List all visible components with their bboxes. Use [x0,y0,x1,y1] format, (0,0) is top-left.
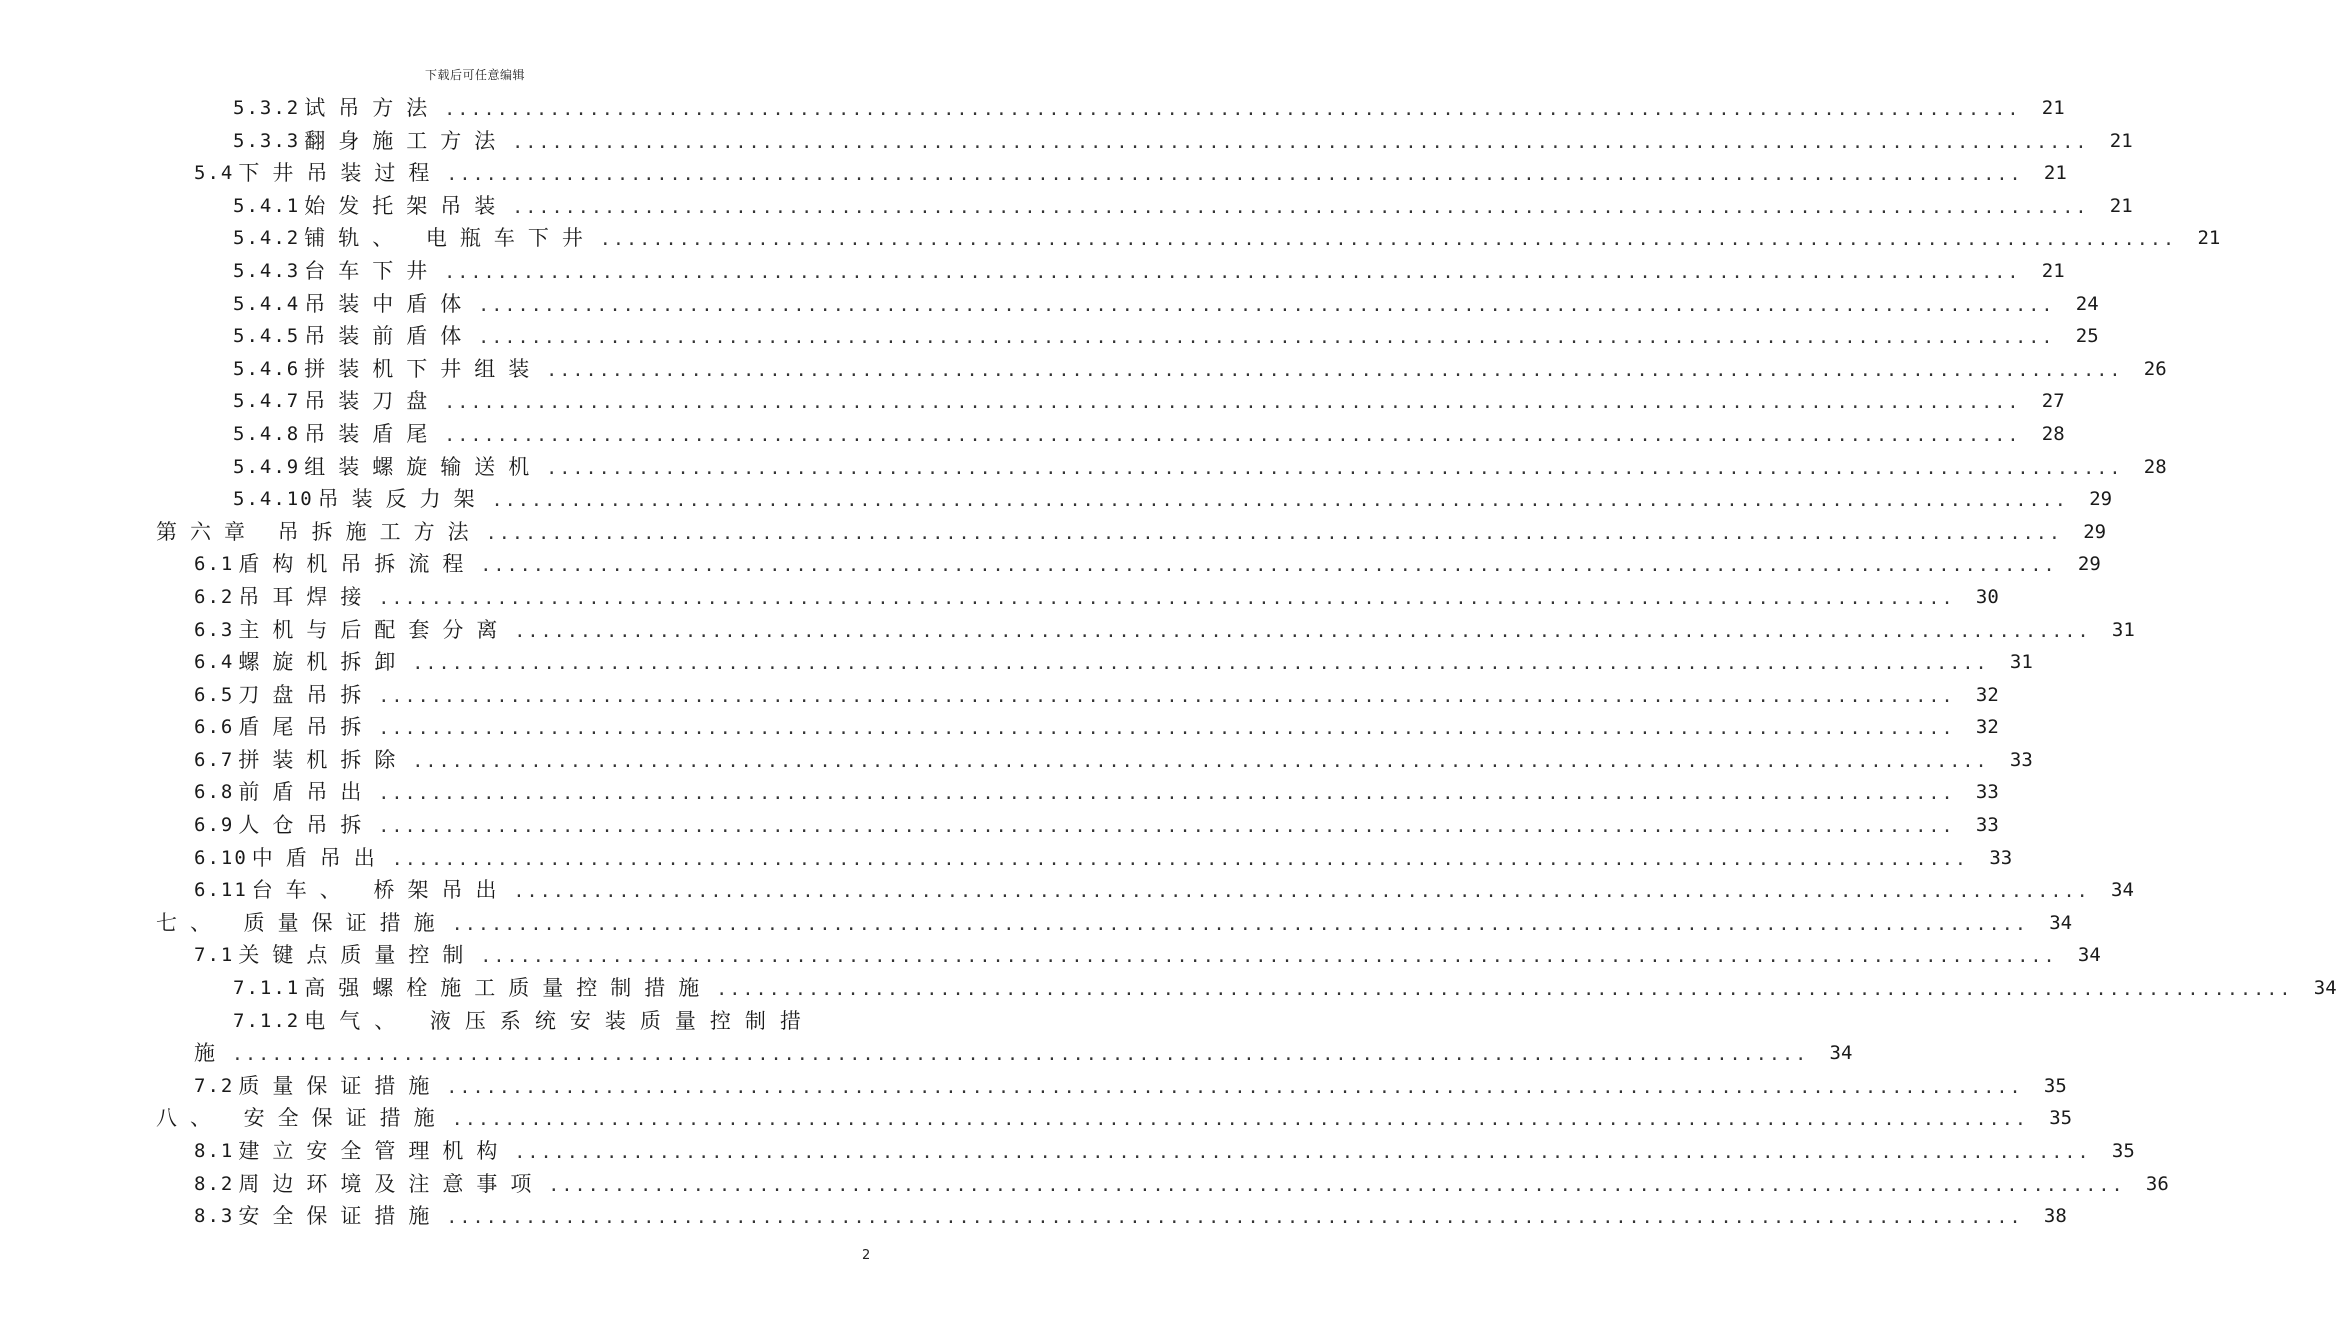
toc-entry-title: 周边环境及注意事项 [238,1171,545,1196]
dot-leader: ........................................................................................................................ [378,587,1955,609]
toc-entry-number: 6.8 [194,781,235,804]
toc-entry-page: 35 [2111,1140,2135,1162]
toc-entry-title: 吊装中盾体 [304,291,475,316]
toc-entry[interactable] [0,1135,2135,1168]
dot-leader: ........................................................................................................................ [548,1174,2125,1196]
toc-entry-number: 6.9 [194,814,235,837]
toc-entry[interactable] [0,418,2065,451]
toc-entry-number: 5.4.6 [233,357,301,380]
toc-entry-page: 36 [2145,1172,2169,1195]
dot-leader: ........................................................................................................................ [546,359,2123,381]
toc-entry[interactable] [0,483,2113,516]
toc-entry-number: 5.4.7 [233,390,301,413]
toc-entry-page: 29 [2083,520,2107,543]
dot-leader: ........................................................................................................................ [232,1044,1809,1066]
toc-entry-number: 6.11 [194,879,248,902]
toc-entry[interactable] [0,646,2033,679]
toc-entry-title: 关键点质量控制 [238,943,477,968]
toc-entry[interactable] [0,744,2033,777]
toc-entry-number: 5.4.3 [233,259,301,282]
toc-entry[interactable] [0,972,2337,1005]
toc-entry-number: 6.5 [194,683,235,706]
toc-entry-page: 33 [1989,846,2013,869]
toc-entry[interactable] [0,874,2134,907]
toc-entry-title: 台车、 桥架吊出 [251,878,510,903]
toc-entry[interactable] [0,842,2013,875]
dot-leader: ........................................................................................................................ [446,1207,2023,1229]
toc-entry-number: 7.1 [194,944,235,967]
toc-entry-title: 盾尾吊拆 [238,715,375,740]
toc-entry-page: 38 [2043,1205,2067,1228]
toc-entry-number: 5.4.4 [233,292,301,315]
toc-entry-title: 吊装刀盘 [304,389,441,414]
toc-entry-title: 第六章 吊拆施工方法 [156,519,482,544]
toc-entry-number: 7.1.2 [233,1009,301,1032]
toc-entry[interactable] [0,1005,950,1038]
toc-entry-page: 21 [2043,162,2067,185]
toc-entry-number: 6.10 [194,846,248,869]
toc-entry[interactable] [0,548,2101,581]
dot-leader: ........................................................................................................................ [446,1076,2023,1098]
dot-leader: ........................................................................................................................ [412,653,1989,675]
toc-entry-title: 翻身施工方法 [304,128,509,153]
dot-leader: ........................................................................................................................ [378,816,1955,838]
toc-entry[interactable] [0,939,2101,972]
toc-entry-page: 21 [2041,97,2065,119]
toc-entry-number: 8.1 [194,1140,235,1162]
dot-leader: ........................................................................................................................ [512,196,2089,218]
dot-leader: ........................................................................................................................ [412,750,1989,772]
toc-entry[interactable] [0,92,2065,125]
toc-entry-page: 21 [2109,129,2133,152]
dot-leader: ........................................................................................................................ [599,229,2177,251]
toc-entry-title: 高强螺栓施工质量控制措施 [304,976,713,1001]
toc-entry[interactable] [0,1200,2067,1233]
toc-entry[interactable] [0,907,2073,940]
toc-entry[interactable] [0,451,2167,484]
toc-entry-number: 6.2 [194,585,235,608]
toc-entry[interactable] [0,320,2099,353]
toc-entry-title: 中盾吊出 [251,845,388,870]
toc-entry-page: 33 [1975,814,1999,837]
dot-leader: ........................................................................................................................ [491,490,2069,512]
toc-entry-page: 33 [2009,748,2033,771]
toc-entry-page: 28 [2041,422,2065,445]
toc-entry-number: 5.4.2 [233,227,301,250]
dot-leader: ........................................................................................................................ [444,424,2021,446]
toc-entry[interactable] [0,255,2065,288]
toc-entry-page: 31 [2009,651,2033,674]
dot-leader: ........................................................................................................................ [716,979,2293,1001]
toc-entry-title: 刀盘吊拆 [238,682,375,707]
toc-entry-page: 24 [2075,292,2099,315]
toc-entry[interactable] [0,679,1999,712]
toc-entry-page: 32 [1975,683,1999,706]
toc-entry-number: 7.2 [194,1074,235,1097]
toc-entry-title: 吊装反力架 [317,487,488,512]
toc-entry-page: 26 [2143,357,2167,380]
toc-entry-page: 34 [2313,977,2337,1000]
toc-entry-page: 34 [2049,911,2073,934]
toc-entry-title: 始发托架吊装 [304,193,509,218]
toc-entry-title: 施 [194,1041,228,1066]
toc-entry[interactable] [0,1037,1853,1070]
dot-leader: ........................................................................................................................ [512,131,2089,153]
toc-entry-title: 台车下井 [304,258,441,283]
dot-leader: ........................................................................................................................ [478,327,2055,349]
toc-entry-title: 人仓吊拆 [238,813,375,838]
toc-entry-page: 25 [2075,325,2099,348]
toc-entry-number: 6.1 [194,553,235,576]
toc-entry-title: 建立安全管理机构 [238,1139,511,1163]
toc-entry-title: 质量保证措施 [238,1073,443,1098]
dot-leader: ........................................................................................................................ [514,620,2091,642]
toc-entry-title: 吊装前盾体 [304,324,475,349]
dot-leader: ........................................................................................................................ [378,685,1955,707]
toc-entry[interactable] [0,581,1999,614]
toc-entry-number: 5.4.1 [233,194,301,217]
toc-entry[interactable] [0,516,2107,549]
dot-leader: ........................................................................................................................ [444,261,2021,283]
toc-entry-title: 电气、 液压系统安装质量控制措 [304,1008,815,1033]
toc-entry-page: 34 [2111,879,2134,902]
toc-entry-page: 29 [2077,553,2101,576]
toc-entry-page: 21 [2041,259,2065,282]
toc-entry-number: 5.4 [194,162,235,185]
dot-leader: ........................................................................................................................ [391,848,1969,870]
toc-entry-title: 组装螺旋输送机 [304,454,543,479]
dot-leader: ........................................................................................................................ [451,1109,2029,1131]
dot-leader: ........................................................................................................................ [378,783,1955,805]
toc-entry-page: 28 [2143,455,2167,478]
table-of-contents [0,92,2337,1233]
toc-entry-page: 30 [1975,585,1999,608]
toc-entry-number: 6.7 [194,748,235,771]
toc-entry-page: 21 [2109,194,2133,217]
page-header: 下载后可任意编辑 [424,68,525,82]
toc-entry[interactable] [0,711,1999,744]
dot-leader: ........................................................................................................................ [446,164,2023,186]
dot-leader: ........................................................................................................................ [478,294,2055,316]
toc-entry-number: 5.4.8 [233,422,301,445]
dot-leader: ........................................................................................................................ [444,392,2021,414]
toc-entry-title: 盾构机吊拆流程 [238,552,477,577]
toc-entry-number: 8.2 [194,1172,235,1195]
toc-entry[interactable] [0,1168,2169,1201]
dot-leader: ........................................................................................................................ [513,881,2090,903]
toc-entry-number: 6.3 [194,618,235,641]
toc-entry-title: 主机与后配套分离 [238,617,511,642]
toc-entry-page: 34 [1829,1042,1853,1065]
toc-entry-page: 34 [2077,944,2101,967]
toc-entry[interactable] [0,190,2133,223]
toc-entry-number: 5.4.5 [233,325,301,348]
toc-entry-title: 拼装机下井组装 [304,356,543,381]
toc-entry-page: 27 [2041,390,2065,413]
dot-leader: ........................................................................................................................ [546,457,2123,479]
toc-entry-title: 前盾吊出 [238,780,375,805]
toc-entry-title: 安全保证措施 [238,1204,443,1229]
dot-leader: ........................................................................................................................ [480,946,2057,968]
toc-entry-title: 拼装机拆除 [238,747,409,772]
toc-entry-title: 试吊方法 [304,96,441,120]
toc-entry-number: 8.3 [194,1205,235,1228]
toc-entry[interactable] [0,222,2221,255]
toc-entry-title: 下井吊装过程 [238,161,443,186]
toc-entry-number: 5.3.3 [233,129,301,152]
toc-entry-title: 吊装盾尾 [304,421,441,446]
toc-entry-number: 5.3.2 [233,97,301,119]
toc-entry-title: 七、 质量保证措施 [156,910,448,935]
toc-entry-page: 21 [2197,227,2221,250]
toc-entry[interactable] [0,157,2067,190]
dot-leader: ........................................................................................................................ [451,913,2029,935]
toc-entry-page: 35 [2049,1107,2073,1130]
toc-entry-page: 33 [1975,781,1999,804]
dot-leader: ........................................................................................................................ [485,522,2063,544]
toc-entry[interactable] [0,1070,2067,1103]
toc-entry[interactable] [0,776,1999,809]
toc-entry-title: 铺轨、 电瓶车下井 [304,226,596,251]
dot-leader: ........................................................................................................................ [378,718,1955,740]
toc-entry-number: 5.4.9 [233,455,301,478]
toc-entry[interactable] [0,353,2167,386]
page-number: 2 [862,1248,871,1263]
toc-entry-number: 6.6 [194,716,235,739]
toc-entry[interactable] [0,125,2133,158]
toc-entry-page: 35 [2043,1074,2067,1097]
toc-entry-page: 29 [2089,488,2113,511]
toc-entry[interactable] [0,385,2065,418]
toc-entry-title: 螺旋机拆卸 [238,650,409,675]
toc-entry[interactable] [0,614,2135,647]
toc-entry-number: 6.4 [194,651,235,674]
toc-entry-page: 32 [1975,716,1999,739]
toc-entry-page: 31 [2111,618,2135,641]
toc-entry[interactable] [0,809,1999,842]
toc-entry-number: 5.4.10 [233,488,314,511]
toc-entry-title: 八、 安全保证措施 [156,1106,448,1131]
dot-leader: ........................................................................................................................ [444,99,2021,120]
toc-entry[interactable] [0,288,2099,321]
dot-leader: ........................................................................................................................ [480,555,2057,577]
toc-entry-title: 吊耳焊接 [238,584,375,609]
toc-entry[interactable] [0,1102,2073,1135]
toc-entry-number: 7.1.1 [233,977,301,1000]
dot-leader: ........................................................................................................................ [514,1142,2091,1163]
